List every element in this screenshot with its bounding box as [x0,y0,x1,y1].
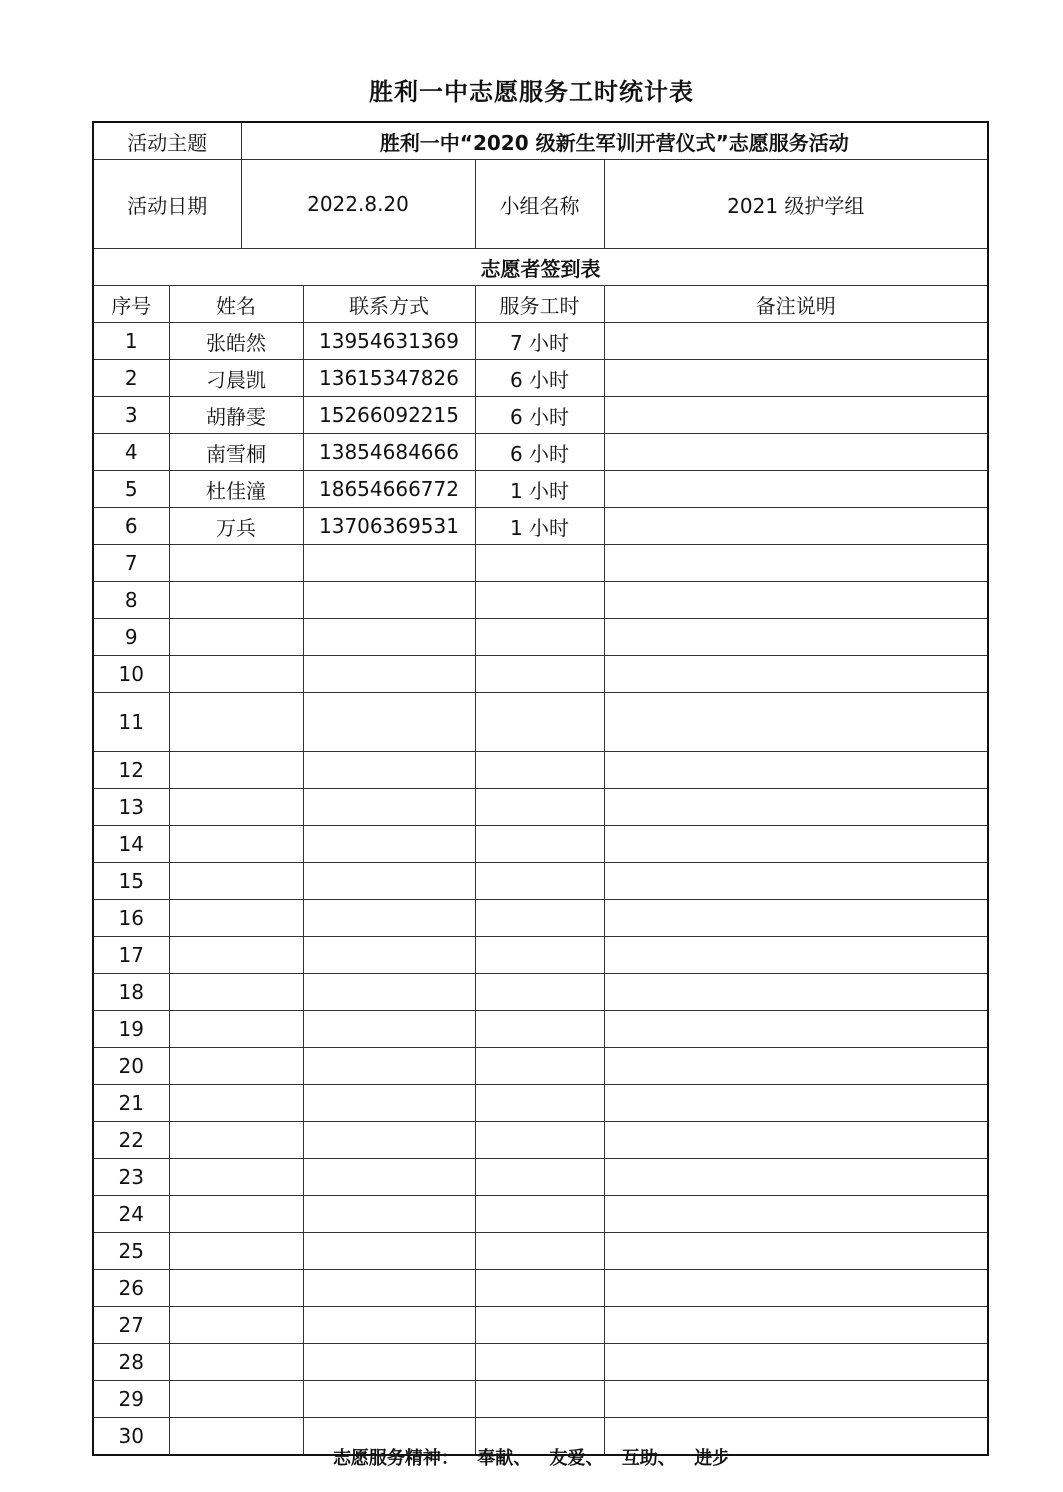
cell-phone [303,937,475,974]
table-row [93,974,988,1011]
cell-name: 万兵 [169,508,303,545]
cell-no: 9 [93,619,169,656]
cell-hours [475,974,604,1011]
cell-hours [475,900,604,937]
cell-name [169,826,303,863]
cell-no: 4 [93,434,169,471]
cell-name [169,582,303,619]
table-row [93,434,988,471]
volunteer-hours-table [92,121,989,1456]
cell-phone [303,1196,475,1233]
table-row [93,1381,988,1418]
cell-phone [303,582,475,619]
table-row [93,1307,988,1344]
cell-name [169,1344,303,1381]
cell-hours: 1 小时 [475,508,604,545]
group-label: 小组名称 [475,160,604,249]
cell-note [604,863,988,900]
cell-phone: 18654666772 [303,471,475,508]
cell-hours [475,1381,604,1418]
table-row [93,1159,988,1196]
cell-hours [475,1307,604,1344]
cell-note [604,1233,988,1270]
cell-no: 1 [93,323,169,360]
theme-label: 活动主题 [93,122,241,160]
table-row [93,1011,988,1048]
cell-name [169,900,303,937]
date-group-row [93,160,988,249]
page-title: 胜利一中志愿服务工时统计表 [369,78,694,106]
table-row [93,323,988,360]
table-row [93,508,988,545]
cell-no: 26 [93,1270,169,1307]
cell-note [604,1196,988,1233]
cell-phone [303,1381,475,1418]
cell-phone: 13706369531 [303,508,475,545]
cell-no: 27 [93,1307,169,1344]
cell-hours [475,937,604,974]
cell-name [169,1196,303,1233]
cell-hours [475,693,604,752]
cell-name [169,545,303,582]
cell-hours [475,1011,604,1048]
cell-no: 25 [93,1233,169,1270]
cell-no: 13 [93,789,169,826]
table-row [93,1122,988,1159]
header-name: 姓名 [169,286,303,323]
cell-note [604,937,988,974]
cell-no: 16 [93,900,169,937]
cell-phone [303,545,475,582]
header-phone: 联系方式 [303,286,475,323]
cell-note [604,1085,988,1122]
cell-hours [475,1196,604,1233]
table-row [93,656,988,693]
group-value: 2021 级护学组 [604,160,988,249]
header-no: 序号 [93,286,169,323]
cell-name [169,1307,303,1344]
cell-no: 15 [93,863,169,900]
cell-phone [303,656,475,693]
signin-section-title: 志愿者签到表 [93,249,988,286]
cell-name: 张皓然 [169,323,303,360]
cell-phone [303,1011,475,1048]
cell-note [604,1270,988,1307]
cell-note [604,1048,988,1085]
cell-name [169,1011,303,1048]
cell-no: 2 [93,360,169,397]
cell-hours [475,1159,604,1196]
cell-phone [303,1270,475,1307]
cell-hours [475,752,604,789]
footer-label: 志愿服务精神： [332,1448,459,1469]
cell-name [169,1270,303,1307]
cell-note [604,545,988,582]
cell-hours [475,826,604,863]
cell-note [604,1159,988,1196]
table-row [93,619,988,656]
cell-note [604,656,988,693]
cell-name [169,789,303,826]
cell-phone [303,789,475,826]
cell-no: 20 [93,1048,169,1085]
cell-no: 5 [93,471,169,508]
cell-note [604,826,988,863]
table-row [93,1085,988,1122]
cell-no: 28 [93,1344,169,1381]
cell-phone [303,1233,475,1270]
cell-note [604,693,988,752]
cell-name: 南雪桐 [169,434,303,471]
cell-phone [303,752,475,789]
header-note: 备注说明 [604,286,988,323]
cell-hours [475,582,604,619]
cell-hours: 7 小时 [475,323,604,360]
cell-phone [303,1085,475,1122]
cell-no: 14 [93,826,169,863]
table-row [93,1233,988,1270]
cell-phone: 15266092215 [303,397,475,434]
cell-hours: 6 小时 [475,434,604,471]
table-row [93,863,988,900]
cell-name [169,937,303,974]
cell-no: 17 [93,937,169,974]
cell-name [169,863,303,900]
cell-name [169,693,303,752]
volunteer-spirit-footer [0,1444,1063,1470]
cell-note [604,323,988,360]
cell-name: 刁晨凯 [169,360,303,397]
table-row [93,900,988,937]
cell-name: 胡静雯 [169,397,303,434]
cell-name [169,619,303,656]
cell-phone [303,1048,475,1085]
cell-no: 7 [93,545,169,582]
table-row [93,582,988,619]
cell-no: 29 [93,1381,169,1418]
cell-name [169,1233,303,1270]
cell-no: 23 [93,1159,169,1196]
cell-hours: 1 小时 [475,471,604,508]
cell-hours [475,1270,604,1307]
table-row [93,789,988,826]
table-row [93,1270,988,1307]
table-row [93,397,988,434]
date-label: 活动日期 [93,160,241,249]
cell-note [604,471,988,508]
cell-name [169,752,303,789]
cell-hours [475,619,604,656]
cell-note [604,397,988,434]
footer-item: 友爱、 [549,1448,604,1469]
table-row [93,1048,988,1085]
cell-hours [475,1233,604,1270]
cell-hours: 6 小时 [475,360,604,397]
cell-name [169,1122,303,1159]
cell-no: 19 [93,1011,169,1048]
cell-name [169,1159,303,1196]
cell-no: 22 [93,1122,169,1159]
table-row [93,471,988,508]
cell-hours [475,1048,604,1085]
cell-note [604,1307,988,1344]
cell-note [604,1381,988,1418]
cell-hours [475,545,604,582]
cell-phone [303,693,475,752]
cell-note [604,508,988,545]
cell-phone: 13615347826 [303,360,475,397]
cell-phone [303,863,475,900]
cell-hours [475,656,604,693]
table-row [93,1196,988,1233]
footer-item: 进步 [694,1448,731,1469]
table-row [93,752,988,789]
cell-note [604,1122,988,1159]
cell-no: 24 [93,1196,169,1233]
theme-value: 胜利一中“2020 级新生军训开营仪式”志愿服务活动 [241,122,988,160]
cell-no: 3 [93,397,169,434]
cell-phone [303,619,475,656]
cell-note [604,974,988,1011]
cell-no: 18 [93,974,169,1011]
cell-name [169,1381,303,1418]
table-row [93,360,988,397]
header-hours: 服务工时 [475,286,604,323]
cell-note [604,752,988,789]
cell-phone [303,1307,475,1344]
cell-hours [475,863,604,900]
cell-note [604,1011,988,1048]
table-row [93,693,988,752]
cell-name [169,656,303,693]
cell-phone [303,1122,475,1159]
cell-hours [475,1122,604,1159]
cell-phone: 13954631369 [303,323,475,360]
cell-phone [303,1159,475,1196]
cell-hours: 6 小时 [475,397,604,434]
footer-item: 互助、 [621,1448,676,1469]
cell-phone [303,826,475,863]
table-row [93,826,988,863]
cell-no: 6 [93,508,169,545]
cell-hours [475,1344,604,1381]
cell-no: 30 [93,1418,169,1456]
cell-note [604,360,988,397]
cell-note [604,619,988,656]
cell-note [604,789,988,826]
cell-phone [303,900,475,937]
signin-section-row [93,249,988,286]
table-row [93,937,988,974]
footer-item: 奉献、 [477,1448,532,1469]
cell-no: 11 [93,693,169,752]
cell-phone: 13854684666 [303,434,475,471]
cell-no: 10 [93,656,169,693]
cell-phone [303,1344,475,1381]
cell-no: 8 [93,582,169,619]
cell-no: 21 [93,1085,169,1122]
table-row [93,545,988,582]
cell-name [169,1085,303,1122]
cell-note [604,1344,988,1381]
theme-row [93,122,988,160]
cell-hours [475,1085,604,1122]
cell-hours [475,789,604,826]
table-header-row [93,286,988,323]
cell-name [169,1048,303,1085]
cell-name [169,974,303,1011]
cell-note [604,900,988,937]
cell-note [604,434,988,471]
cell-name: 杜佳潼 [169,471,303,508]
cell-phone [303,974,475,1011]
date-value: 2022.8.20 [241,160,475,249]
cell-no: 12 [93,752,169,789]
table-row [93,1344,988,1381]
cell-note [604,582,988,619]
